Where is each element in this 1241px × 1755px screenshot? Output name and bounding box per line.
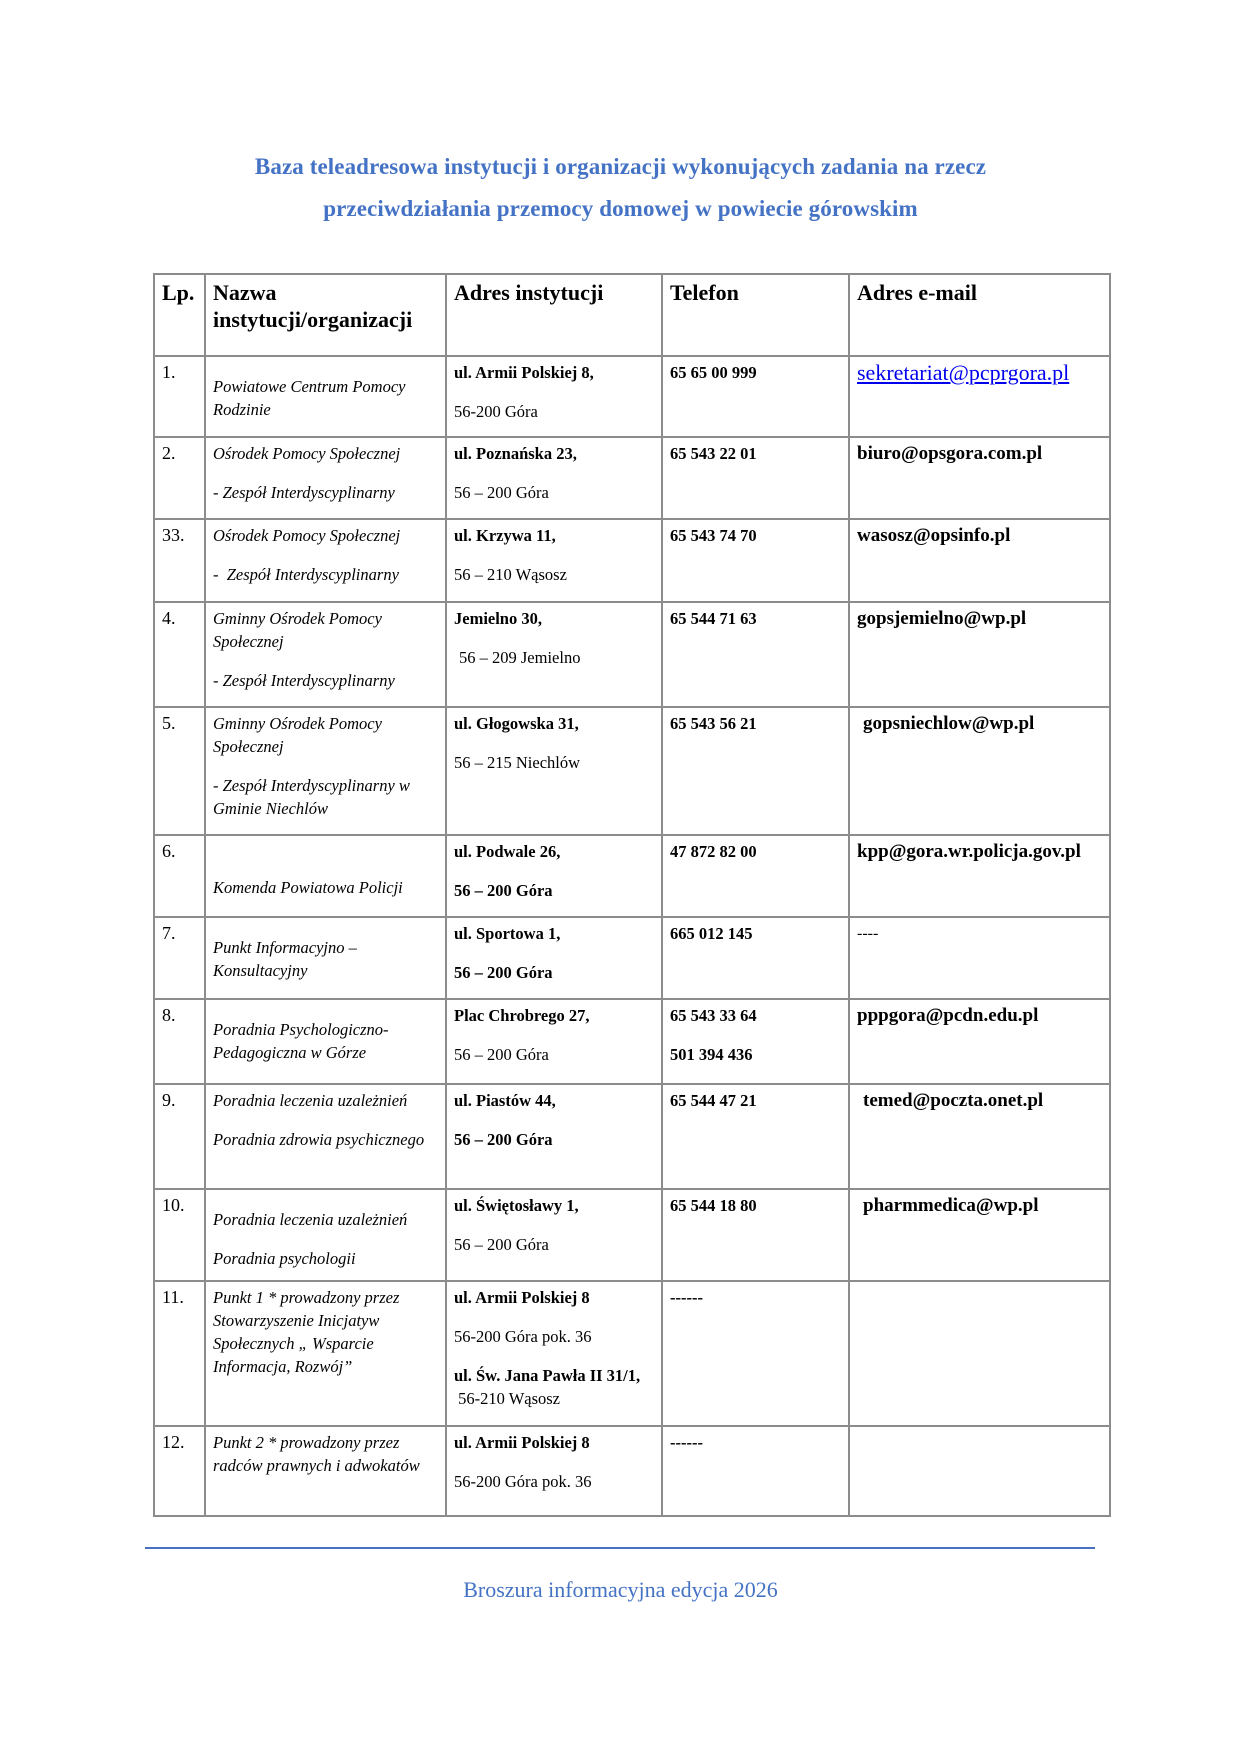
- name-line: Poradnia Psychologiczno-Pedagogiczna w Górze: [213, 1020, 389, 1062]
- header-lp: Lp.: [154, 274, 205, 356]
- name-line: Komenda Powiatowa Policji: [213, 878, 403, 897]
- email: gopsjemielno@wp.pl: [849, 602, 1110, 707]
- table-row: [154, 602, 1110, 707]
- name-line: Gminny Ośrodek Pomocy Społecznej: [213, 714, 382, 756]
- institution-address: [446, 1189, 662, 1281]
- document-title: [0, 146, 1241, 230]
- phone: [662, 437, 849, 519]
- footer-text: Broszura informacyjna edycja 2026: [463, 1577, 778, 1602]
- institution-address: [446, 835, 662, 917]
- email: gopsniechlow@wp.pl: [849, 707, 1110, 835]
- header-name: Nazwa instytucji/organizacji: [205, 274, 446, 356]
- row-number: 11.: [154, 1281, 205, 1426]
- email: pppgora@pcdn.edu.pl: [849, 999, 1110, 1084]
- city-line: 56 – 200 Góra: [454, 881, 553, 900]
- institution-name: [205, 835, 446, 917]
- table-row: [154, 835, 1110, 917]
- phone-number: 47 872 82 00: [670, 842, 757, 861]
- phone: [662, 1281, 849, 1426]
- email: ----: [849, 917, 1110, 999]
- institution-address: [446, 999, 662, 1084]
- institution-name: [205, 356, 446, 437]
- city-line: 56-200 Góra: [454, 402, 538, 421]
- institution-name: [205, 1281, 446, 1426]
- row-number: 4.: [154, 602, 205, 707]
- phone: [662, 707, 849, 835]
- table-row: [154, 1281, 1110, 1426]
- street-line: ul. Piastów 44,: [454, 1091, 556, 1110]
- email: biuro@opsgora.com.pl: [849, 437, 1110, 519]
- email: [849, 1281, 1110, 1426]
- name-line: Poradnia psychologii: [213, 1249, 356, 1268]
- table-header-row: [154, 274, 1110, 356]
- city-line: 56 – 200 Góra: [454, 483, 549, 502]
- contacts-table: [153, 273, 1111, 1517]
- city-line: 56 – 210 Wąsosz: [454, 565, 567, 584]
- institution-address: [446, 707, 662, 835]
- city-line: 56 – 200 Góra: [454, 1045, 549, 1064]
- row-number: 6.: [154, 835, 205, 917]
- institution-name: [205, 917, 446, 999]
- city-line: 56 – 200 Góra: [454, 1130, 553, 1149]
- name-line: Punkt 1 * prowadzony przez Stowarzyszenie Inicjatyw Społecznych „ Wsparcie Informacja, Rozwój”: [213, 1288, 400, 1376]
- second-city: 56-210 Wąsosz: [454, 1389, 561, 1408]
- phone: [662, 1189, 849, 1281]
- row-number: 8.: [154, 999, 205, 1084]
- phone-number: 65 543 74 70: [670, 526, 757, 545]
- table-row: [154, 519, 1110, 602]
- institution-address: [446, 917, 662, 999]
- street-line: ul. Armii Polskiej 8: [454, 1288, 590, 1307]
- institution-address: [446, 437, 662, 519]
- street-line: ul. Armii Polskiej 8: [454, 1433, 590, 1452]
- table-row: [154, 1189, 1110, 1281]
- row-number: 12.: [154, 1426, 205, 1516]
- name-line: Punkt 2 * prowadzony przez radców prawnych i adwokatów: [213, 1433, 420, 1475]
- institution-name: [205, 1084, 446, 1189]
- street-line: ul. Poznańska 23,: [454, 444, 577, 463]
- header-address: Adres instytucji: [446, 274, 662, 356]
- name-line: Poradnia leczenia uzależnień: [213, 1210, 408, 1229]
- city-line: 56 – 215 Niechlów: [454, 753, 581, 772]
- phone: [662, 519, 849, 602]
- email: temed@poczta.onet.pl: [849, 1084, 1110, 1189]
- table-row: [154, 356, 1110, 437]
- row-number: 2.: [154, 437, 205, 519]
- name-line: Ośrodek Pomocy Społecznej: [213, 526, 401, 545]
- phone-number: 65 543 56 21: [670, 714, 757, 733]
- phone-number: 65 544 47 21: [670, 1091, 757, 1110]
- institution-address: [446, 1426, 662, 1516]
- institution-address: [446, 1084, 662, 1189]
- table-row: [154, 999, 1110, 1084]
- phone-number: ------: [670, 1288, 703, 1307]
- name-line: Poradnia leczenia uzależnień: [213, 1091, 408, 1110]
- name-line: - Zespół Interdyscyplinarny w Gminie Niechlów: [213, 776, 410, 818]
- title-line-1: Baza teleadresowa instytucji i organizacji wykonujących zadania na rzecz: [254, 154, 987, 179]
- phone-number: ------: [670, 1433, 703, 1452]
- name-line: Powiatowe Centrum Pomocy Rodzinie: [213, 377, 406, 419]
- phone: [662, 1426, 849, 1516]
- institution-address: [446, 356, 662, 437]
- row-number: 9.: [154, 1084, 205, 1189]
- city-line: 56 – 200 Góra: [454, 1235, 549, 1254]
- city-line: 56-200 Góra pok. 36: [454, 1327, 592, 1346]
- table-row: [154, 1426, 1110, 1516]
- row-number: 1.: [154, 356, 205, 437]
- city-line: 56-200 Góra pok. 36: [454, 1472, 592, 1491]
- row-number: 7.: [154, 917, 205, 999]
- email: wasosz@opsinfo.pl: [849, 519, 1110, 602]
- phone-number: 665 012 145: [670, 924, 753, 943]
- table-row: [154, 437, 1110, 519]
- street-line: ul. Głogowska 31,: [454, 714, 579, 733]
- row-number: 10.: [154, 1189, 205, 1281]
- institution-name: [205, 1426, 446, 1516]
- email: pharmmedica@wp.pl: [849, 1189, 1110, 1281]
- email-link[interactable]: sekretariat@pcprgora.pl: [857, 360, 1070, 385]
- email: kpp@gora.wr.policja.gov.pl: [849, 835, 1110, 917]
- title-line-2: przeciwdziałania przemocy domowej w powiecie górowskim: [323, 196, 918, 221]
- institution-name: [205, 1189, 446, 1281]
- phone: [662, 835, 849, 917]
- header-email: Adres e-mail: [849, 274, 1110, 356]
- name-line: - Zespół Interdyscyplinarny: [213, 565, 399, 584]
- phone: [662, 356, 849, 437]
- street-line: ul. Krzywa 11,: [454, 526, 556, 545]
- name-line: Ośrodek Pomocy Społecznej: [213, 444, 401, 463]
- institution-address: [446, 602, 662, 707]
- institution-address: [446, 1281, 662, 1426]
- city-line: 56 – 209 Jemielno: [459, 648, 581, 667]
- table-row: [154, 917, 1110, 999]
- email: [849, 1426, 1110, 1516]
- phone: [662, 602, 849, 707]
- street-line: ul. Sportowa 1,: [454, 924, 561, 943]
- institution-name: [205, 602, 446, 707]
- phone-number: 501 394 436: [670, 1045, 753, 1064]
- institution-name: [205, 437, 446, 519]
- name-line: Gminny Ośrodek Pomocy Społecznej: [213, 609, 382, 651]
- street-line: ul. Armii Polskiej 8,: [454, 363, 594, 382]
- institution-name: [205, 707, 446, 835]
- table-row: [154, 1084, 1110, 1189]
- street-line: ul. Świętosławy 1,: [454, 1196, 579, 1215]
- institution-name: [205, 519, 446, 602]
- row-number: 33.: [154, 519, 205, 602]
- street-line: ul. Podwale 26,: [454, 842, 561, 861]
- name-line: Punkt Informacyjno – Konsultacyjny: [213, 938, 357, 980]
- header-phone: Telefon: [662, 274, 849, 356]
- name-line: - Zespół Interdyscyplinarny: [213, 483, 395, 502]
- second-address: [454, 1364, 654, 1410]
- phone-number: 65 544 71 63: [670, 609, 757, 628]
- name-line: - Zespół Interdyscyplinarny: [213, 671, 395, 690]
- second-street: ul. Św. Jana Pawła II 31/1,: [454, 1366, 641, 1385]
- phone-number: 65 543 22 01: [670, 444, 757, 463]
- phone: [662, 917, 849, 999]
- street-line: Jemielno 30,: [454, 609, 542, 628]
- name-line: Poradnia zdrowia psychicznego: [213, 1130, 425, 1149]
- phone-number: 65 544 18 80: [670, 1196, 757, 1215]
- phone: [662, 999, 849, 1084]
- phone-number: 65 65 00 999: [670, 363, 757, 382]
- city-line: 56 – 200 Góra: [454, 963, 553, 982]
- row-number: 5.: [154, 707, 205, 835]
- footer-divider: [145, 1547, 1095, 1549]
- street-line: Plac Chrobrego 27,: [454, 1006, 590, 1025]
- institution-name: [205, 999, 446, 1084]
- email: [849, 356, 1110, 437]
- table-row: [154, 707, 1110, 835]
- phone-number: 65 543 33 64: [670, 1006, 757, 1025]
- institution-address: [446, 519, 662, 602]
- phone: [662, 1084, 849, 1189]
